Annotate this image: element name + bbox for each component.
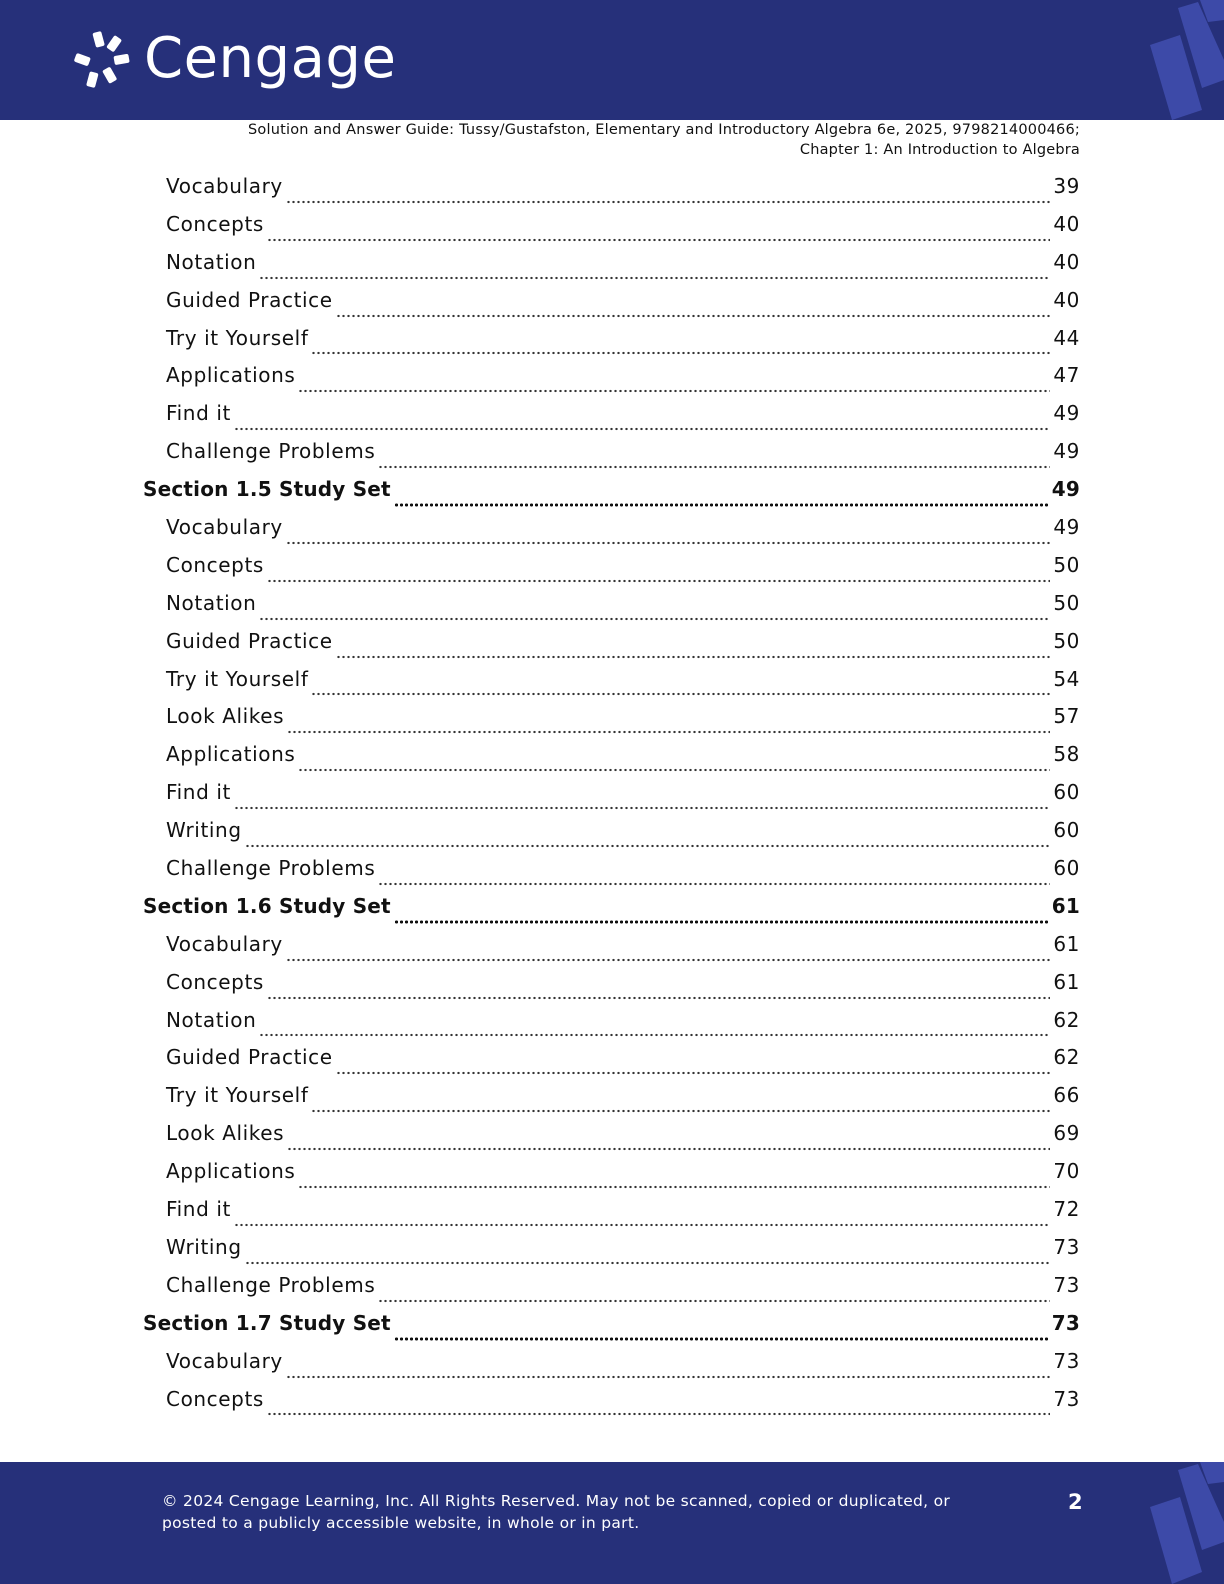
toc-entry-page: 61 — [1051, 893, 1080, 918]
toc-entry-page: 73 — [1053, 1386, 1080, 1411]
toc-entry-page: 49 — [1053, 439, 1080, 464]
toc-entry-page: 50 — [1053, 628, 1080, 653]
toc-entry-label: Section 1.5 Study Set — [143, 477, 391, 502]
toc-entry-page: 73 — [1053, 1272, 1080, 1297]
header-band — [0, 0, 1224, 120]
toc-entry[interactable] — [143, 1121, 1080, 1159]
toc-dot-leader — [311, 692, 1050, 696]
toc-entry[interactable] — [143, 1159, 1080, 1197]
toc-dot-leader — [311, 351, 1050, 355]
toc-entry[interactable] — [143, 970, 1080, 1008]
cengage-logo — [72, 28, 396, 90]
toc-entry-page: 40 — [1053, 249, 1080, 274]
toc-entry-page: 60 — [1053, 818, 1080, 843]
toc-entry[interactable] — [143, 1197, 1080, 1235]
toc-dot-leader — [245, 1261, 1051, 1265]
toc-entry[interactable] — [143, 250, 1080, 288]
toc-entry-label: Look Alikes — [166, 1121, 285, 1146]
toc-entry[interactable] — [143, 1083, 1080, 1121]
toc-entry-label: Find it — [166, 1197, 231, 1222]
toc-entry-label: Writing — [166, 818, 242, 843]
toc-dot-leader — [287, 1147, 1050, 1151]
toc-entry-page: 57 — [1053, 704, 1080, 729]
toc-entry-page: 50 — [1053, 552, 1080, 577]
toc-entry-page: 58 — [1053, 742, 1080, 767]
toc-dot-leader — [336, 1071, 1051, 1075]
toc-entry-page: 40 — [1053, 287, 1080, 312]
toc-dot-leader — [378, 465, 1050, 469]
toc-dot-leader — [287, 730, 1050, 734]
toc-entry[interactable] — [143, 818, 1080, 856]
toc-entry-label: Concepts — [166, 969, 264, 994]
decorative-shapes-icon — [1140, 1462, 1224, 1584]
toc-dot-leader — [245, 844, 1051, 848]
toc-dot-leader — [267, 238, 1050, 242]
toc-entry[interactable] — [143, 780, 1080, 818]
toc-entry-label: Find it — [166, 401, 231, 426]
toc-dot-leader — [336, 655, 1051, 659]
toc-entry-page: 73 — [1051, 1310, 1080, 1335]
footer-band — [0, 1462, 1224, 1584]
toc-dot-leader — [298, 389, 1050, 393]
toc-entry[interactable] — [143, 439, 1080, 477]
toc-entry-label: Applications — [166, 742, 296, 767]
toc-entry-label: Concepts — [166, 1386, 264, 1411]
toc-dot-leader — [286, 541, 1050, 545]
toc-entry-page: 61 — [1053, 931, 1080, 956]
toc-dot-leader — [259, 276, 1050, 280]
toc-entry-label: Concepts — [166, 552, 264, 577]
toc-entry-label: Notation — [166, 590, 257, 615]
document-title-line2: Chapter 1: An Introduction to Algebra — [799, 142, 1080, 158]
toc-entry[interactable] — [143, 1349, 1080, 1387]
toc-section-entry[interactable] — [143, 477, 1080, 515]
document-title — [80, 120, 1080, 160]
toc-entry-label: Vocabulary — [166, 174, 283, 198]
toc-entry-label: Try it Yourself — [166, 666, 309, 691]
toc-dot-leader — [394, 920, 1049, 924]
toc-entry-label: Section 1.7 Study Set — [143, 1310, 391, 1335]
toc-dot-leader — [298, 768, 1050, 772]
toc-entry-page: 66 — [1053, 1083, 1080, 1108]
toc-entry-label: Concepts — [166, 211, 264, 236]
toc-entry[interactable] — [143, 1045, 1080, 1083]
toc-entry-label: Vocabulary — [166, 515, 283, 540]
toc-entry-label: Challenge Problems — [166, 856, 376, 881]
toc-dot-leader — [286, 1375, 1050, 1379]
toc-entry-page: 49 — [1051, 477, 1080, 502]
toc-dot-leader — [378, 1299, 1050, 1303]
toc-dot-leader — [311, 1109, 1050, 1113]
toc-entry-page: 70 — [1053, 1159, 1080, 1184]
toc-entry[interactable] — [143, 1008, 1080, 1046]
logo-wordmark: Cengage — [144, 26, 397, 91]
toc-entry-label: Applications — [166, 363, 296, 388]
toc-entry-page: 72 — [1053, 1197, 1080, 1222]
toc-entry-page: 73 — [1053, 1234, 1080, 1259]
toc-entry[interactable] — [143, 1273, 1080, 1311]
toc-entry-page: 69 — [1053, 1121, 1080, 1146]
toc-dot-leader — [234, 806, 1050, 810]
toc-dot-leader — [394, 503, 1049, 507]
toc-entry-label: Section 1.6 Study Set — [143, 893, 391, 918]
toc-section-entry[interactable] — [143, 1311, 1080, 1349]
toc-dot-leader — [259, 1033, 1050, 1037]
table-of-contents — [143, 174, 1080, 1424]
document-title-line1: Solution and Answer Guide: Tussy/Gustafston, Elementary and Introductory Algebra 6e, 2025, 9798214000466; — [248, 122, 1080, 138]
toc-dot-leader — [298, 1185, 1050, 1189]
copyright-notice — [162, 1490, 962, 1534]
toc-entry-page: 49 — [1053, 401, 1080, 426]
copyright-line1: © 2024 Cengage Learning, Inc. All Rights Reserved. May not be scanned, copied or duplicated, or — [162, 1492, 951, 1510]
toc-entry-page: 54 — [1053, 666, 1080, 691]
toc-entry[interactable] — [143, 742, 1080, 780]
toc-entry-label: Challenge Problems — [166, 439, 376, 464]
toc-dot-leader — [234, 427, 1050, 431]
toc-dot-leader — [267, 1412, 1050, 1416]
cengage-logo-mark-icon — [72, 28, 134, 90]
toc-dot-leader — [286, 958, 1050, 962]
toc-dot-leader — [267, 579, 1050, 583]
toc-entry[interactable] — [143, 363, 1080, 401]
toc-entry-label: Vocabulary — [166, 931, 283, 956]
toc-entry[interactable] — [143, 212, 1080, 250]
toc-dot-leader — [378, 882, 1050, 886]
toc-entry-label: Challenge Problems — [166, 1272, 376, 1297]
toc-entry[interactable] — [143, 932, 1080, 970]
toc-entry-label: Guided Practice — [166, 1045, 333, 1070]
toc-entry-page: 73 — [1053, 1348, 1080, 1373]
toc-dot-leader — [286, 200, 1050, 204]
toc-entry[interactable] — [143, 629, 1080, 667]
toc-entry-page: 39 — [1053, 174, 1080, 198]
toc-entry-page: 50 — [1053, 590, 1080, 615]
toc-entry-label: Notation — [166, 249, 257, 274]
toc-entry[interactable] — [143, 515, 1080, 553]
decorative-shapes-icon — [1140, 0, 1224, 120]
toc-dot-leader — [394, 1337, 1049, 1341]
toc-entry-page: 49 — [1053, 515, 1080, 540]
toc-entry[interactable] — [143, 667, 1080, 705]
toc-entry-page: 62 — [1053, 1045, 1080, 1070]
toc-entry[interactable] — [143, 1387, 1080, 1425]
toc-entry-page: 60 — [1053, 856, 1080, 881]
toc-entry-label: Vocabulary — [166, 1348, 283, 1373]
toc-entry[interactable] — [143, 174, 1080, 212]
toc-entry-page: 40 — [1053, 211, 1080, 236]
toc-entry[interactable] — [143, 856, 1080, 894]
toc-entry[interactable] — [143, 1235, 1080, 1273]
toc-entry-page: 60 — [1053, 780, 1080, 805]
toc-dot-leader — [234, 1223, 1050, 1227]
page-number: 2 — [1068, 1490, 1083, 1514]
toc-entry-label: Writing — [166, 1234, 242, 1259]
toc-dot-leader — [259, 617, 1050, 621]
toc-entry-label: Look Alikes — [166, 704, 285, 729]
toc-entry-label: Applications — [166, 1159, 296, 1184]
toc-entry-label: Guided Practice — [166, 628, 333, 653]
toc-entry-label: Try it Yourself — [166, 325, 309, 350]
toc-entry-page: 62 — [1053, 1007, 1080, 1032]
toc-entry-label: Guided Practice — [166, 287, 333, 312]
toc-entry[interactable] — [143, 591, 1080, 629]
toc-entry[interactable] — [143, 288, 1080, 326]
toc-entry[interactable] — [143, 704, 1080, 742]
copyright-line2: posted to a publicly accessible website, in whole or in part. — [162, 1514, 640, 1532]
toc-entry-page: 47 — [1053, 363, 1080, 388]
toc-section-entry[interactable] — [143, 894, 1080, 932]
toc-entry-page: 44 — [1053, 325, 1080, 350]
toc-entry-page: 61 — [1053, 969, 1080, 994]
toc-entry[interactable] — [143, 326, 1080, 364]
toc-entry-label: Find it — [166, 780, 231, 805]
toc-entry[interactable] — [143, 553, 1080, 591]
toc-entry[interactable] — [143, 401, 1080, 439]
toc-dot-leader — [336, 314, 1051, 318]
toc-entry-label: Notation — [166, 1007, 257, 1032]
toc-entry-label: Try it Yourself — [166, 1083, 309, 1108]
toc-dot-leader — [267, 996, 1050, 1000]
